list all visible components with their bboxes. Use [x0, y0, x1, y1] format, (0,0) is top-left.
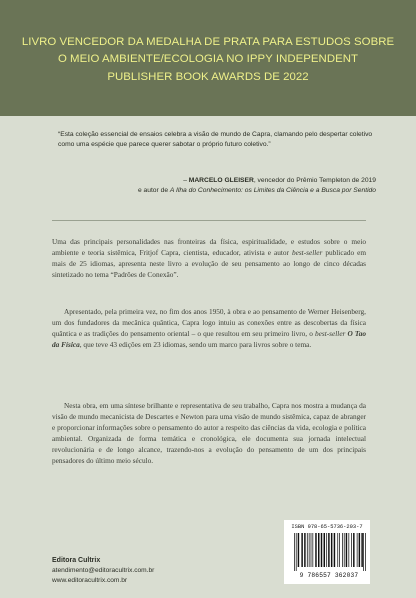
isbn-barcode: [284, 520, 370, 584]
endorsement-attribution: [58, 176, 376, 196]
attribution-author: MARCELO GLEISER: [188, 177, 254, 184]
attribution-role: , vencedor do Prêmio Templeton de 2019: [253, 177, 376, 184]
barcode-bar: [315, 533, 316, 567]
publisher-website: www.editoracultrix.com.br: [52, 576, 128, 584]
barcode-bar: [348, 533, 349, 567]
barcode-bar: [344, 533, 345, 567]
publisher-email: atendimento@editoracultrix.com.br: [52, 567, 155, 574]
barcode-bar: [331, 533, 332, 567]
endorsement-quote: “Esta coleção essencial de ensaios celebra a visão de mundo de Capra, clamando pelo despertar coletivo como uma espécie que parece querer sabotar o próprio futuro coletivo.”: [58, 131, 373, 148]
barcode-bar: [361, 533, 362, 567]
barcode-bar: [324, 533, 325, 567]
barcode-bar: [337, 533, 338, 567]
barcode-bar: [296, 533, 297, 571]
barcode-bar: [359, 533, 360, 567]
barcode-bar: [309, 533, 310, 567]
publisher-info: [52, 557, 154, 585]
barcode-bar: [351, 533, 352, 567]
isbn-label: ISBN 978-65-5736-203-7: [291, 524, 363, 530]
barcode-bar: [342, 533, 343, 567]
award-line-2: O MEIO AMBIENTE/ECOLOGIA NO IPPY INDEPENDENT: [57, 53, 359, 66]
attribution-work-title: A Ilha do Conhecimento: os Limites da Ciência e a Busca por Sentido: [169, 186, 376, 194]
award-line-1: LIVRO VENCEDOR DA MEDALHA DE PRATA PARA ESTUDOS SOBRE: [21, 35, 395, 48]
barcode-bar: [326, 533, 327, 567]
isbn-digits: 9 786557 362037: [299, 572, 359, 579]
barcode-bar: [318, 533, 319, 567]
attribution-dash: –: [183, 177, 189, 184]
barcode-bar: [312, 533, 313, 567]
barcode-bar: [357, 533, 358, 567]
barcode-bar: [353, 533, 354, 567]
barcode-bar: [334, 533, 335, 567]
barcode-bar: [363, 533, 364, 571]
publisher-name: Editora Cultrix: [52, 557, 101, 564]
barcode-bar: [294, 533, 295, 571]
barcode-bar: [339, 533, 340, 567]
barcode-bar: [304, 533, 305, 567]
barcode-bar: [321, 533, 322, 567]
barcode-bar: [298, 533, 299, 567]
barcode-bar: [328, 533, 329, 567]
barcode-bar: [365, 533, 366, 571]
barcode-bar: [346, 533, 347, 567]
body-paragraph-3: Nesta obra, em uma síntese brilhante e representativa de seu trabalho, Capra nos mostra a mudança da visão de mundo mecanicista de Descartes e Newton para uma visão de mundo sistêmica, capaz de abranger e proporcionar informações sobre o pensamento do autor a respeito das ciências da vida, ecologia e política ambiental. Organizada de forma temática e cronológica, ele documenta sua jornada intelectual revolucionária e de longo alcance, trazendo-nos a evolução do pensamento de um dos principais pensadores do último meio século.: [52, 401, 366, 465]
body-paragraph-2: Apresentado, pela primeira vez, no fim dos anos 1950, à obra e ao pensamento de Werner Heisenberg, um dos fundadores da mecânica quântica, Capra logo intuiu as conexões entre as descobertas da física quântica e as tradições do pensamento oriental – o que resultou em seu primeiro livro, o best-seller O Tao da Física, que teve 43 edições em 23 idiomas, sendo um marco para livros sobre o tema.: [52, 307, 366, 349]
divider-rule: [52, 220, 366, 221]
award-banner: [0, 0, 416, 116]
award-line-3: PUBLISHER BOOK AWARDS DE 2022: [107, 70, 309, 83]
barcode-bar: [311, 533, 312, 567]
barcode-bars: [294, 533, 366, 571]
barcode-bar: [301, 533, 302, 567]
body-paragraph-1: Uma das principais personalidades nas fronteiras da física, espiritualidade, e estudos sobre o meio ambiente e teoria sistêmica, Fritjof Capra, cientista, educador, ativista e autor best-seller publicado em mais de 25 idiomas, apresenta neste livro a evolução de seu pensamento ao longo de cinco décadas sintetizado no tema “Padrões de Conexão”.: [52, 237, 367, 279]
attribution-work-prefix: e autor de: [137, 186, 170, 194]
barcode-bar: [307, 533, 308, 567]
